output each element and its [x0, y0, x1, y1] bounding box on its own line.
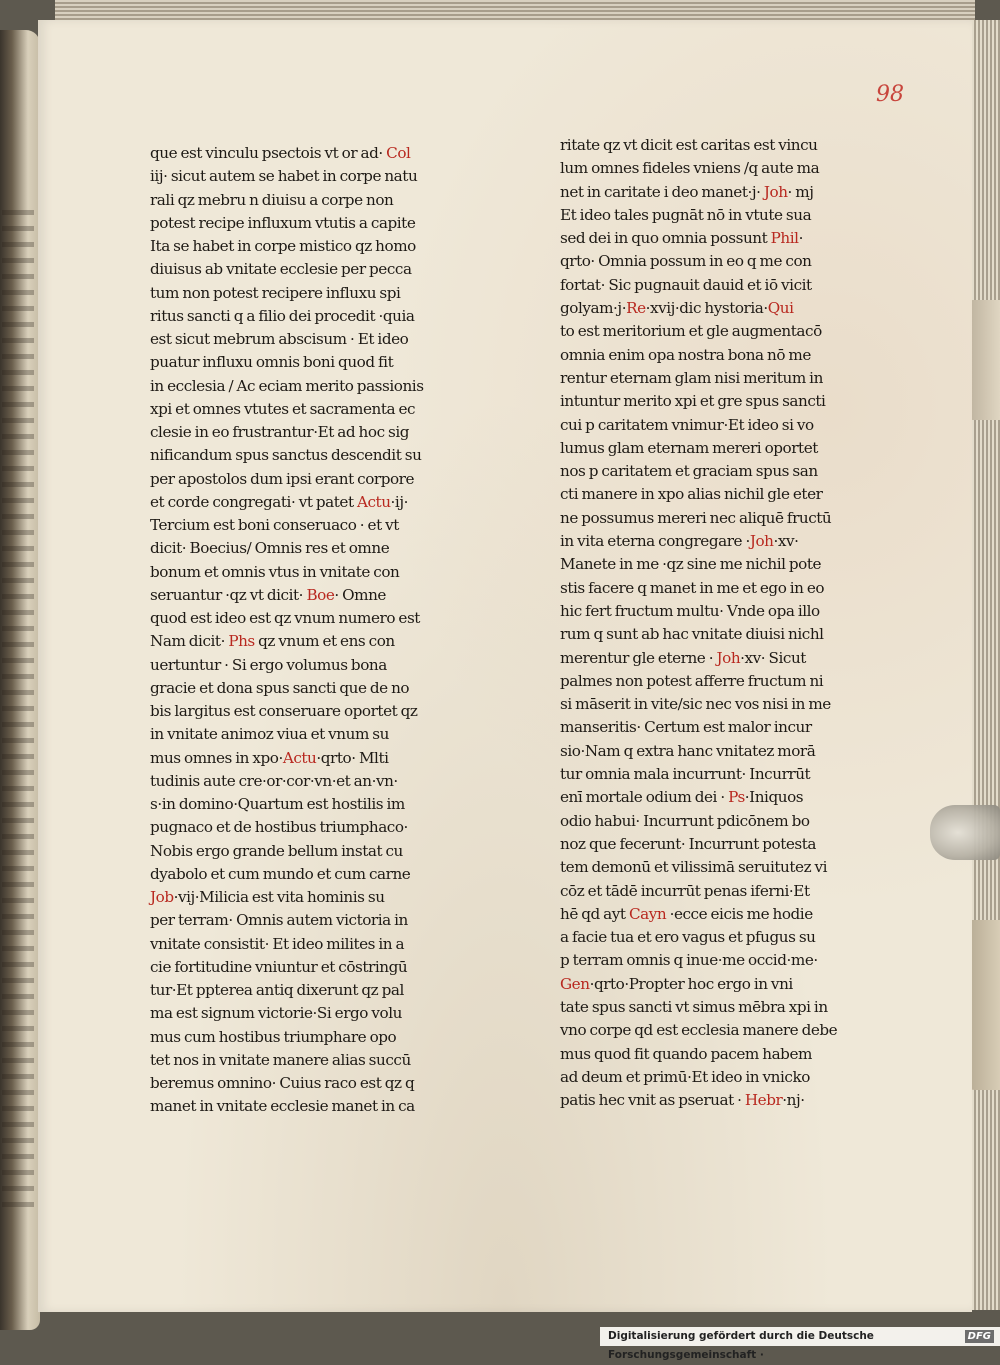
right-text-column	[560, 134, 880, 1112]
text-line: que est vinculu psectois vt or ad· Col	[150, 144, 411, 162]
text-line: stis facere q manet in me et ego in eo	[560, 578, 825, 597]
text-line: fortat· Sic pugnauit dauid et iō vicit	[560, 275, 812, 294]
facing-page-text-fragments	[2, 210, 34, 1210]
text-line: si māserit in vite/sic nec vos nisi in me	[560, 695, 831, 714]
text-line: et corde congregati· vt patet Actu·ij·	[150, 492, 408, 511]
text-line: vno corpe qd est ecclesia manere debe	[560, 1021, 838, 1040]
text-line: to est meritorium et gle augmentacō	[560, 322, 822, 341]
text-line: p terram omnis q inue·me occid·me·	[560, 951, 818, 970]
text-line: ne possumus mereri nec aliquē fructū	[560, 508, 832, 527]
text-line: in ecclesia / Ac eciam merito passionis	[150, 376, 424, 395]
text-line: per apostolos dum ipsi erant corpore	[150, 469, 415, 488]
text-line: Nobis ergo grande bellum instat cu	[150, 841, 403, 860]
text-line: cie fortitudine vniuntur et cōstringū	[150, 957, 408, 976]
text-line: per terram· Omnis autem victoria in	[150, 911, 408, 930]
text-line: manseritis· Certum est malor incur	[560, 718, 812, 737]
text-line: merentur gle eterne · Joh·xv· Sicut	[560, 648, 806, 667]
text-line: qrto· Omnia possum in eo q me con	[560, 252, 812, 271]
text-line: clesie in eo frustrantur·Et ad hoc sig	[150, 423, 410, 441]
text-line: tum non potest recipere influxu spi	[150, 283, 401, 302]
text-line: pugnaco et de hostibus triumphaco·	[150, 818, 408, 837]
text-line: bis largitus est conseruare oportet qz	[150, 702, 418, 720]
text-line: intuntur merito xpi et gre spus sancti	[560, 392, 826, 411]
text-line: ritate qz vt dicit est caritas est vincu	[560, 136, 818, 154]
text-line: seruantur ·qz vt dicit· Boe· Omne	[150, 585, 386, 604]
text-line: mus omnes in xpo·Actu·qrto· Mlti	[150, 748, 389, 767]
text-line: sio·Nam q extra hanc vnitatez morā	[560, 741, 816, 760]
text-line: uertuntur · Si ergo volumus bona	[150, 655, 387, 674]
text-line: cōz et tādē incurrūt penas iferni·Et	[560, 881, 810, 900]
text-line: beremus omnino· Cuius raco est qz q	[150, 1074, 415, 1092]
text-line: dyabolo et cum mundo et cum carne	[150, 864, 411, 883]
text-line: mus cum hostibus triumphare opo	[150, 1027, 397, 1046]
parchment-clip	[930, 805, 1000, 860]
text-line: Nam dicit· Phs qz vnum et ens con	[150, 632, 395, 651]
text-line: tur omnia mala incurrunt· Incurrūt	[560, 765, 811, 784]
text-line: lum omnes fideles vniens /q aute ma	[560, 159, 820, 178]
text-line: enī mortale odium dei · Ps·Iniquos	[560, 788, 804, 807]
text-line: omnia enim opa nostra bona nō me	[560, 345, 811, 364]
credit-text: Digitalisierung gefördert durch die Deutsche Forschungsgemeinschaft ·	[608, 1330, 874, 1361]
text-line: gracie et dona spus sancti que de no	[150, 678, 410, 697]
text-line: xpi et omnes vtutes et sacramenta ec	[150, 399, 416, 418]
dfg-logo: DFG	[965, 1330, 994, 1343]
text-line: tet nos in vnitate manere alias succū	[150, 1050, 411, 1069]
text-line: sed dei in quo omnia possunt Phil·	[560, 229, 803, 248]
text-line: Gen·qrto·Propter hoc ergo in vni	[560, 974, 793, 993]
text-line: patis hec vnit as pseruat · Hebr·nj·	[560, 1091, 805, 1110]
text-line: tudinis aute cre·or·cor·vn·et an·vn·	[150, 771, 398, 790]
text-line: ma est signum victorie·Si ergo volu	[150, 1004, 402, 1023]
text-line: rentur eternam glam nisi meritum in	[560, 368, 823, 387]
text-line: potest recipe influxum vtutis a capite	[150, 213, 416, 232]
text-line: Tercium est boni conseruaco · et vt	[150, 516, 399, 534]
text-line: Ita se habet in corpe mistico qz homo	[150, 237, 416, 255]
text-line: hē qd ayt Cayn ·ecce eicis me hodie	[560, 904, 813, 923]
text-line: cti manere in xpo alias nichil gle eter	[560, 485, 823, 504]
text-line: tur·Et ppterea antiq dixerunt qz pal	[150, 981, 404, 999]
text-line: a facie tua et ero vagus et pfugus su	[560, 928, 816, 947]
digitization-credit	[600, 1327, 1000, 1361]
text-line: net in caritate i deo manet·j· Joh· mj	[560, 182, 814, 201]
text-line: s·in domino·Quartum est hostilis im	[150, 795, 405, 813]
text-line: nos p caritatem et graciam spus san	[560, 462, 818, 481]
text-line: ritus sancti q a filio dei procedit ·quia	[150, 306, 415, 325]
book-fore-edge	[968, 20, 1000, 1310]
text-line: manet in vnitate ecclesie manet in ca	[150, 1097, 415, 1116]
text-line: bonum et omnis vtus in vnitate con	[150, 562, 400, 581]
text-line: tem demonū et vilissimā seruitutez vi	[560, 858, 828, 877]
text-line: cui p caritatem vnimur·Et ideo si vo	[560, 415, 814, 434]
text-line: Job·vij·Milicia est vita hominis su	[150, 888, 385, 906]
folio-number: 98	[876, 82, 904, 107]
text-line: nificandum spus sanctus descendit su	[150, 446, 422, 465]
text-line: in vnitate animoz viua et vnum su	[150, 725, 389, 744]
text-line: quod est ideo est qz vnum numero est	[150, 609, 420, 627]
text-line: palmes non potest afferre fructum ni	[560, 671, 824, 690]
text-line: ad deum et primū·Et ideo in vnicko	[560, 1067, 810, 1086]
text-line: Et ideo tales pugnāt nō in vtute sua	[560, 205, 812, 224]
text-line: hic fert fructum multu· Vnde opa illo	[560, 601, 820, 620]
text-line: tate spus sancti vt simus mēbra xpi in	[560, 997, 828, 1016]
text-line: est sicut mebrum abscisum · Et ideo	[150, 330, 409, 348]
text-line: odio habui· Incurrunt pdicōnem bo	[560, 811, 810, 830]
text-line: diuisus ab vnitate ecclesie per pecca	[150, 260, 412, 279]
text-line: lumus glam eternam mereri oportet	[560, 438, 818, 457]
text-line: dicit· Boecius/ Omnis res et omne	[150, 539, 390, 558]
facing-page-edge	[0, 30, 40, 1330]
text-line: vnitate consistit· Et ideo milites in a	[150, 934, 405, 953]
text-line: noz que fecerunt· Incurrunt potesta	[560, 834, 816, 853]
text-line: puatur influxu omnis boni quod fit	[150, 353, 394, 372]
left-text-column	[150, 142, 485, 1119]
text-line: rali qz mebru n diuisu a corpe non	[150, 190, 394, 209]
text-line: mus quod fit quando pacem habem	[560, 1044, 812, 1063]
text-line: in vita eterna congregare ·Joh·xv·	[560, 532, 799, 551]
text-line: Manete in me ·qz sine me nichil pote	[560, 555, 822, 574]
text-line: iij· sicut autem se habet in corpe natu	[150, 167, 418, 186]
text-line: golyam·j·Re·xvij·dic hystoria·Qui	[560, 299, 794, 318]
text-line: rum q sunt ab hac vnitate diuisi nichl	[560, 625, 824, 644]
